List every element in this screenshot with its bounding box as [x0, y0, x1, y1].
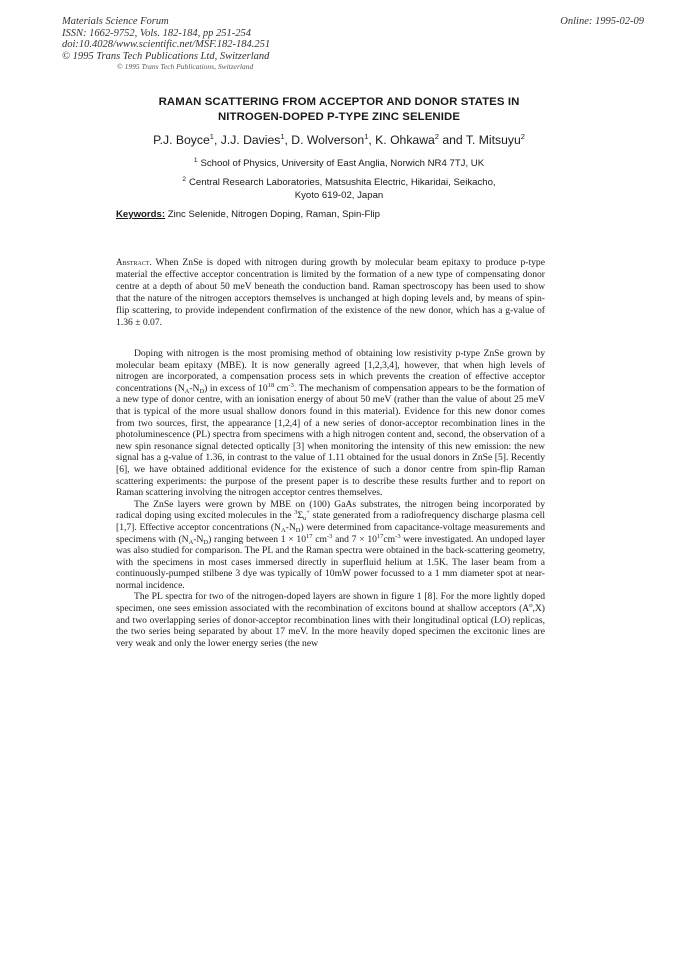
- affiliation-2: [60, 173, 618, 202]
- paragraph-3: The PL spectra for two of the nitrogen-doped layers are shown in figure 1 [8]. For the more lightly doped specimen, one sees emission associated with the recombination of excitons bound at shallow acceptors $(A^o,X)$ and two overlapping series of donor-acceptor recombination lines with their longitudinal optical (LO) replicas, the two series being separated by about 17 meV. In the more heavily doped specimen the excitonic lines are very weak and only the lower energy series (the new: [116, 591, 545, 649]
- affiliation-2-mark: 2: [182, 176, 186, 183]
- abstract-text: When ZnSe is doped with nitrogen during growth by molecular beam epitaxy to produce p-type material the effective acceptor concentration is limited by the formation of a new type of compensating donor centre at a depth of about 50 meV beneath the conduction band. Raman spectroscopy has been used to show that the nature of the nitrogen acceptors themselves is unchanged at high doping levels and, by means of spin-flip scattering, to provide independent confirmation of the existence of the new donor, which has a g-value of 1.36 ± 0.07.: [116, 257, 545, 329]
- author-wolverson: D. Wolverson: [291, 133, 365, 147]
- affiliation-2-text-line-1: Central Research Laboratories, Matsushita Electric, Hikaridai, Seikacho,: [189, 177, 496, 188]
- author-ohkawa: K. Ohkawa: [375, 133, 435, 147]
- author-boyce: P.J. Boyce: [153, 133, 210, 147]
- author-conjunction: and: [442, 133, 463, 147]
- copyright-small-line: © 1995 Trans Tech Publications, Switzerland: [117, 62, 254, 71]
- copyright-line: © 1995 Trans Tech Publications Ltd, Switzerland: [62, 50, 270, 62]
- affiliation-1-mark: 1: [193, 157, 198, 164]
- affiliation-2-text-line-2: Kyoto 619-02, Japan: [294, 190, 384, 201]
- author-mitsuyu: T. Mitsuyu: [465, 133, 521, 147]
- author-ohkawa-affiliation-mark: 2: [434, 132, 439, 141]
- author-separator: ,: [284, 133, 288, 147]
- issn-line: ISSN: 1662-9752, Vols. 182-184, pp 251-254: [62, 27, 251, 39]
- doi-line: doi:10.4028/www.scientific.net/MSF.182-184.251: [62, 39, 271, 50]
- keywords-label: Keywords:: [116, 209, 166, 220]
- author-davies-affiliation-mark: 1: [280, 132, 285, 141]
- author-davies: J.J. Davies: [220, 133, 281, 147]
- title-line-2: NITROGEN-DOPED P-TYPE ZINC SELENIDE: [217, 111, 461, 123]
- publication-metadata: [62, 16, 270, 71]
- author-separator: ,: [213, 133, 218, 147]
- affiliation-1: [60, 154, 618, 170]
- keywords: [116, 209, 380, 220]
- keywords-text: Zinc Selenide, Nitrogen Doping, Raman, Spin-Flip: [167, 209, 380, 220]
- abstract-label: Abstract.: [116, 257, 152, 267]
- author-separator: ,: [368, 133, 372, 147]
- author-list: [60, 132, 618, 147]
- paper-title: [100, 95, 578, 125]
- author-boyce-affiliation-mark: 1: [209, 132, 214, 141]
- online-date: Online: 1995-02-09: [560, 16, 644, 27]
- body-text: [116, 348, 545, 649]
- author-wolverson-affiliation-mark: 1: [364, 132, 369, 141]
- author-mitsuyu-affiliation-mark: 2: [520, 132, 525, 141]
- abstract: [116, 256, 545, 330]
- paragraph-2: The ZnSe layers were grown by MBE on (100) GaAs substrates, the nitrogen being incorporated by radical doping using excited molecules in the $^3\Sigma_u^+$ state generated from a radiofrequency discharge plasma cell [1,7]. Effective acceptor concentrations $(N_A-N_D)$ were determined from capacitance-voltage measurements and specimens with $(N_A-N_D)$ ranging between $1 \times 10^{17}$ $cm^{-3}$ and $7 \times 10^{17}cm^{-3}$ were investigated. An undoped layer was also studied for comparison. The PL and the Raman spectra were obtained in the back-scattering geometry, with the specimens in most cases immersed directly in superfluid helium at 1.5K. The laser beam from a continuously-pumped stilbene 3 dye was typically of 10mW power focussed to a 1 mm diameter spot at near-normal incidence.: [116, 498, 546, 591]
- affiliation-1-text: School of Physics, University of East Anglia, Norwich NR4 7TJ, UK: [200, 158, 485, 169]
- title-line-1: RAMAN SCATTERING FROM ACCEPTOR AND DONOR STATES IN: [158, 96, 520, 108]
- paragraph-1: Doping with nitrogen is the most promising method of obtaining low resistivity p-type ZnSe grown by molecular beam epitaxy (MBE). It is now generally agreed [1,2,3,4], however, that when high levels of nitrogen are incorporated, a compensation process sets in which prevents the creation of effective acceptor concentrations $(N_A-N_D)$ in excess of $10^{18}$ $cm^{-3}$. The mechanism of compensation appears to be the formation of a new type of donor centre, with an ionisation energy of about 50 meV (rather than the value of about 25 meV that is typical of the more usual shallow donors found in this material). Evidence for this new donor comes from two sources, first, the appearance [1,2,4] of a new series of donor-acceptor recombination lines in the photoluminescence (PL) spectra from specimens with a high nitrogen content and, second, the observation of a new spin resonance signal detected optically [3] when monitoring the intensity of this new emission: the new signal has a g-value of 1.36, in contrast to the value of 1.11 obtained for the usual donors in ZnSe [5]. Recently [6], we have obtained additional evidence for the existence of such a donor centre from spin-flip Raman scattering experiments: the purpose of the present paper is to describe these results further and to report on Raman scattering involving the nitrogen acceptor centres themselves.: [116, 348, 546, 499]
- journal-name: Materials Science Forum: [62, 16, 169, 27]
